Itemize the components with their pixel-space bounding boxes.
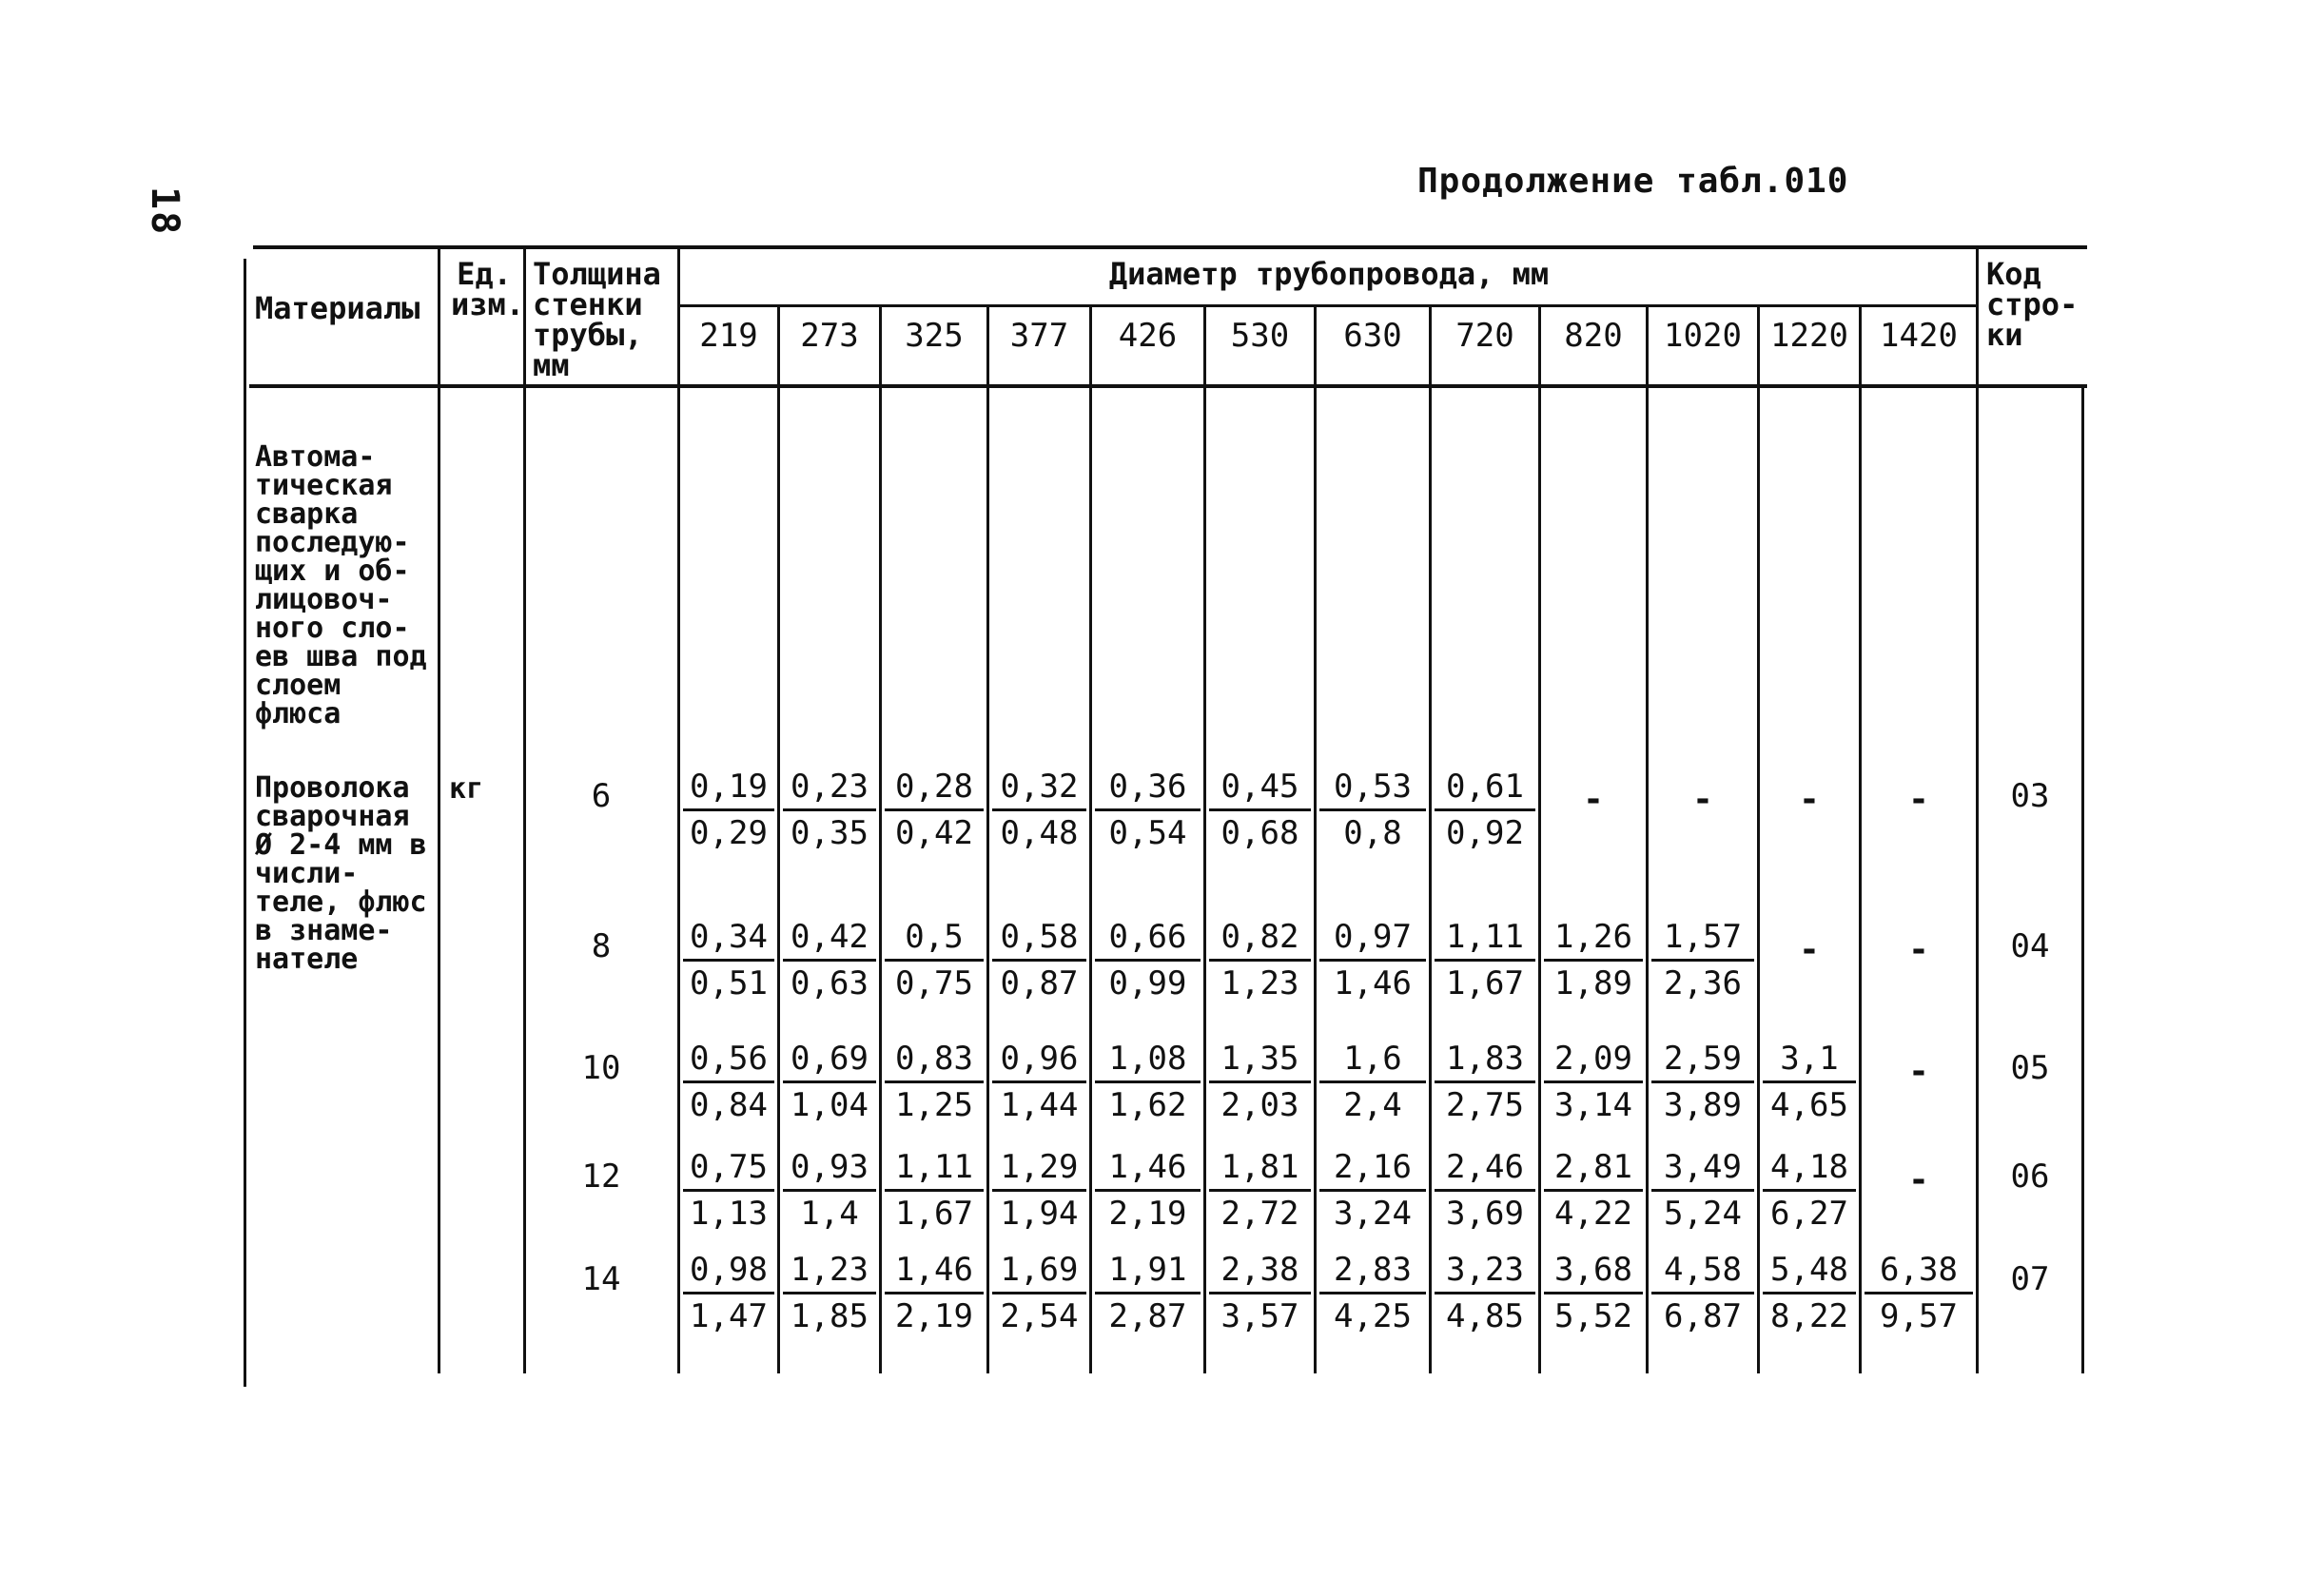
value-fraction bbox=[1209, 1040, 1311, 1124]
flux-value: 2,03 bbox=[1220, 1086, 1299, 1124]
value-fraction bbox=[1651, 1040, 1754, 1124]
wire-value: 1,81 bbox=[1209, 1151, 1311, 1192]
wire-value: 2,38 bbox=[1209, 1254, 1311, 1294]
flux-value: 2,19 bbox=[1108, 1195, 1187, 1233]
flux-value: 1,67 bbox=[895, 1195, 973, 1233]
value-fraction bbox=[1763, 1148, 1856, 1233]
flux-value: 2,54 bbox=[1000, 1297, 1079, 1335]
flux-value: 3,24 bbox=[1334, 1195, 1412, 1233]
row-code: 03 bbox=[2010, 777, 2050, 815]
value-fraction bbox=[1319, 1040, 1426, 1124]
value-fraction bbox=[1544, 1040, 1643, 1124]
wire-value: 0,23 bbox=[783, 770, 876, 811]
value-fraction bbox=[783, 918, 876, 1002]
value-fraction bbox=[1865, 1251, 1973, 1335]
flux-value: 2,87 bbox=[1108, 1297, 1187, 1335]
value-fraction bbox=[992, 1040, 1086, 1124]
wire-value: 0,32 bbox=[992, 770, 1086, 811]
col-divider-d530 bbox=[1314, 304, 1317, 1373]
wire-value: 0,19 bbox=[683, 770, 774, 811]
row-thickness: 14 bbox=[581, 1260, 621, 1298]
wire-value: 1,08 bbox=[1095, 1042, 1201, 1083]
table-top-border bbox=[253, 245, 2087, 249]
wire-value: 0,96 bbox=[992, 1042, 1086, 1083]
col-divider-d1220 bbox=[1859, 304, 1862, 1373]
row-code: 05 bbox=[2010, 1049, 2050, 1087]
wire-value: 6,38 bbox=[1865, 1254, 1973, 1294]
value-fraction bbox=[1209, 918, 1311, 1002]
wire-value: 2,83 bbox=[1319, 1254, 1426, 1294]
value-dash: - bbox=[1908, 1052, 1929, 1091]
wire-value: 1,83 bbox=[1435, 1042, 1535, 1083]
value-fraction bbox=[992, 1148, 1086, 1233]
col-divider-d273 bbox=[879, 304, 882, 1373]
value-fraction bbox=[1095, 918, 1201, 1002]
row-thickness: 10 bbox=[581, 1049, 621, 1087]
wire-value: 0,42 bbox=[783, 921, 876, 962]
value-fraction bbox=[683, 768, 774, 852]
flux-value: 0,87 bbox=[1000, 964, 1079, 1002]
flux-value: 3,69 bbox=[1446, 1195, 1524, 1233]
flux-value: 5,24 bbox=[1664, 1195, 1742, 1233]
wire-value: 0,75 bbox=[683, 1151, 774, 1192]
col-divider-thickness bbox=[677, 245, 680, 1373]
wire-value: 2,46 bbox=[1435, 1151, 1535, 1192]
flux-value: 3,14 bbox=[1554, 1086, 1632, 1124]
wire-value: 0,97 bbox=[1319, 921, 1426, 962]
flux-value: 4,65 bbox=[1770, 1086, 1848, 1124]
diameter-header: 1020 bbox=[1664, 317, 1742, 355]
diameter-header: 720 bbox=[1455, 317, 1514, 355]
value-fraction bbox=[1435, 1040, 1535, 1124]
flux-value: 3,89 bbox=[1664, 1086, 1742, 1124]
wire-value: 3,68 bbox=[1544, 1254, 1643, 1294]
value-fraction bbox=[1319, 768, 1426, 852]
flux-value: 1,89 bbox=[1554, 964, 1632, 1002]
value-dash: - bbox=[1583, 780, 1604, 819]
diameter-header: 630 bbox=[1343, 317, 1402, 355]
wire-value: 0,98 bbox=[683, 1254, 774, 1294]
value-fraction bbox=[1095, 1148, 1201, 1233]
wire-value: 1,11 bbox=[885, 1151, 984, 1192]
value-dash: - bbox=[1908, 930, 1929, 969]
flux-value: 1,44 bbox=[1000, 1086, 1079, 1124]
wire-value: 2,09 bbox=[1544, 1042, 1643, 1083]
wire-value: 1,46 bbox=[1095, 1151, 1201, 1192]
col-divider-d377 bbox=[1089, 304, 1092, 1373]
row-code: 06 bbox=[2010, 1158, 2050, 1196]
header-thickness: Толщина стенки трубы, мм bbox=[533, 256, 661, 383]
material-unit: кг bbox=[449, 772, 484, 806]
value-fraction bbox=[783, 1251, 876, 1335]
flux-value: 4,25 bbox=[1334, 1297, 1412, 1335]
section-title: Автома- тическая сварка последую- щих и об- лицовоч- ного сло- ев шва под слоем флюса bbox=[255, 440, 427, 730]
wire-value: 4,18 bbox=[1763, 1151, 1856, 1192]
wire-value: 0,36 bbox=[1095, 770, 1201, 811]
flux-value: 2,19 bbox=[895, 1297, 973, 1335]
value-fraction bbox=[885, 1251, 984, 1335]
flux-value: 1,85 bbox=[791, 1297, 869, 1335]
wire-value: 1,23 bbox=[783, 1254, 876, 1294]
value-fraction bbox=[885, 768, 984, 852]
value-fraction bbox=[783, 768, 876, 852]
diameter-subheader-line bbox=[677, 304, 1976, 307]
wire-value: 1,46 bbox=[885, 1254, 984, 1294]
flux-value: 1,04 bbox=[791, 1086, 869, 1124]
diameter-header: 1420 bbox=[1880, 317, 1958, 355]
flux-value: 1,67 bbox=[1446, 964, 1524, 1002]
row-thickness: 6 bbox=[591, 777, 612, 815]
value-fraction bbox=[1435, 1148, 1535, 1233]
value-dash: - bbox=[1692, 780, 1713, 819]
flux-value: 2,72 bbox=[1220, 1195, 1299, 1233]
value-fraction bbox=[1209, 768, 1311, 852]
value-fraction bbox=[783, 1148, 876, 1233]
diameter-header: 820 bbox=[1564, 317, 1623, 355]
continuation-label: Продолжение табл.010 bbox=[1417, 162, 1849, 201]
col-divider-d720 bbox=[1538, 304, 1541, 1373]
col-divider-d1020 bbox=[1757, 304, 1760, 1373]
flux-value: 1,94 bbox=[1000, 1195, 1079, 1233]
wire-value: 1,91 bbox=[1095, 1254, 1201, 1294]
flux-value: 4,85 bbox=[1446, 1297, 1524, 1335]
flux-value: 9,57 bbox=[1880, 1297, 1958, 1335]
value-fraction bbox=[885, 1040, 984, 1124]
value-fraction bbox=[1651, 918, 1754, 1002]
wire-value: 1,57 bbox=[1651, 921, 1754, 962]
wire-value: 3,1 bbox=[1763, 1042, 1856, 1083]
value-dash: - bbox=[1908, 780, 1929, 819]
value-fraction bbox=[1435, 1251, 1535, 1335]
value-fraction bbox=[1544, 918, 1643, 1002]
flux-value: 0,51 bbox=[690, 964, 768, 1002]
wire-value: 1,11 bbox=[1435, 921, 1535, 962]
flux-value: 1,13 bbox=[690, 1195, 768, 1233]
wire-value: 0,5 bbox=[885, 921, 984, 962]
value-dash: - bbox=[1908, 1160, 1929, 1199]
flux-value: 0,42 bbox=[895, 814, 973, 852]
value-fraction bbox=[1319, 918, 1426, 1002]
wire-value: 1,35 bbox=[1209, 1042, 1311, 1083]
flux-value: 3,57 bbox=[1220, 1297, 1299, 1335]
value-fraction bbox=[1651, 1251, 1754, 1335]
flux-value: 0,92 bbox=[1446, 814, 1524, 852]
diameter-header: 426 bbox=[1118, 317, 1178, 355]
col-divider-material bbox=[438, 245, 440, 1373]
flux-value: 0,8 bbox=[1343, 814, 1402, 852]
value-fraction bbox=[683, 1251, 774, 1335]
value-fraction bbox=[683, 1148, 774, 1233]
wire-value: 0,66 bbox=[1095, 921, 1201, 962]
flux-value: 8,22 bbox=[1770, 1297, 1848, 1335]
diameter-header: 325 bbox=[905, 317, 964, 355]
wire-value: 0,69 bbox=[783, 1042, 876, 1083]
value-fraction bbox=[885, 918, 984, 1002]
value-fraction bbox=[1544, 1148, 1643, 1233]
col-divider-d630 bbox=[1429, 304, 1432, 1373]
header-unit: Ед. изм. bbox=[451, 256, 525, 322]
value-dash: - bbox=[1799, 930, 1820, 969]
row-thickness: 8 bbox=[591, 927, 612, 965]
header-diameter: Диаметр трубопровода, мм bbox=[1108, 256, 1550, 292]
flux-value: 1,23 bbox=[1220, 964, 1299, 1002]
wire-value: 0,56 bbox=[683, 1042, 774, 1083]
wire-value: 1,26 bbox=[1544, 921, 1643, 962]
flux-value: 1,62 bbox=[1108, 1086, 1187, 1124]
value-fraction bbox=[783, 1040, 876, 1124]
flux-value: 2,36 bbox=[1664, 964, 1742, 1002]
value-fraction bbox=[1209, 1251, 1311, 1335]
wire-value: 1,6 bbox=[1319, 1042, 1426, 1083]
flux-value: 1,47 bbox=[690, 1297, 768, 1335]
wire-value: 0,58 bbox=[992, 921, 1086, 962]
value-dash: - bbox=[1799, 780, 1820, 819]
col-divider-d426 bbox=[1203, 304, 1206, 1373]
flux-value: 6,87 bbox=[1664, 1297, 1742, 1335]
flux-value: 0,54 bbox=[1108, 814, 1187, 852]
flux-value: 5,52 bbox=[1554, 1297, 1632, 1335]
diameter-header: 1220 bbox=[1770, 317, 1848, 355]
wire-value: 2,16 bbox=[1319, 1151, 1426, 1192]
table-right-border bbox=[2081, 388, 2084, 1373]
flux-value: 0,84 bbox=[690, 1086, 768, 1124]
value-fraction bbox=[992, 1251, 1086, 1335]
value-fraction bbox=[1435, 768, 1535, 852]
flux-value: 1,25 bbox=[895, 1086, 973, 1124]
flux-value: 0,63 bbox=[791, 964, 869, 1002]
value-fraction bbox=[1763, 1040, 1856, 1124]
row-code: 07 bbox=[2010, 1260, 2050, 1298]
wire-value: 0,83 bbox=[885, 1042, 984, 1083]
value-fraction bbox=[1763, 1251, 1856, 1335]
header-code: Код стро- ки bbox=[1986, 256, 2079, 353]
flux-value: 0,99 bbox=[1108, 964, 1187, 1002]
wire-value: 0,45 bbox=[1209, 770, 1311, 811]
header-material: Материалы bbox=[255, 290, 420, 326]
value-fraction bbox=[1209, 1148, 1311, 1233]
value-fraction bbox=[1095, 768, 1201, 852]
flux-value: 6,27 bbox=[1770, 1195, 1848, 1233]
flux-value: 0,29 bbox=[690, 814, 768, 852]
wire-value: 5,48 bbox=[1763, 1254, 1856, 1294]
material-name: Проволока сварочная Ø 2-4 мм в числи- теле, флюс в знаме- нателе bbox=[255, 771, 427, 976]
flux-value: 4,22 bbox=[1554, 1195, 1632, 1233]
col-divider-d820 bbox=[1646, 304, 1649, 1373]
diameter-header: 219 bbox=[699, 317, 758, 355]
value-fraction bbox=[1095, 1040, 1201, 1124]
wire-value: 4,58 bbox=[1651, 1254, 1754, 1294]
col-divider-d325 bbox=[986, 304, 989, 1373]
norms-table bbox=[240, 245, 2087, 1387]
table-left-border bbox=[244, 259, 246, 1387]
value-fraction bbox=[992, 768, 1086, 852]
wire-value: 0,93 bbox=[783, 1151, 876, 1192]
wire-value: 0,28 bbox=[885, 770, 984, 811]
col-divider-d219 bbox=[777, 304, 780, 1373]
wire-value: 3,23 bbox=[1435, 1254, 1535, 1294]
page-number: 18 bbox=[143, 186, 186, 237]
row-thickness: 12 bbox=[581, 1158, 621, 1196]
row-code: 04 bbox=[2010, 927, 2050, 965]
flux-value: 1,46 bbox=[1334, 964, 1412, 1002]
flux-value: 0,75 bbox=[895, 964, 973, 1002]
diameter-header: 377 bbox=[1009, 317, 1069, 355]
value-fraction bbox=[992, 918, 1086, 1002]
value-fraction bbox=[683, 918, 774, 1002]
diameter-header: 530 bbox=[1230, 317, 1290, 355]
wire-value: 0,34 bbox=[683, 921, 774, 962]
wire-value: 2,81 bbox=[1544, 1151, 1643, 1192]
flux-value: 2,75 bbox=[1446, 1086, 1524, 1124]
wire-value: 0,53 bbox=[1319, 770, 1426, 811]
wire-value: 2,59 bbox=[1651, 1042, 1754, 1083]
flux-value: 0,48 bbox=[1000, 814, 1079, 852]
wire-value: 3,49 bbox=[1651, 1151, 1754, 1192]
value-fraction bbox=[1095, 1251, 1201, 1335]
wire-value: 0,82 bbox=[1209, 921, 1311, 962]
diameter-header: 273 bbox=[800, 317, 859, 355]
value-fraction bbox=[885, 1148, 984, 1233]
value-fraction bbox=[1544, 1251, 1643, 1335]
value-fraction bbox=[1319, 1148, 1426, 1233]
flux-value: 1,4 bbox=[800, 1195, 859, 1233]
flux-value: 0,35 bbox=[791, 814, 869, 852]
wire-value: 1,69 bbox=[992, 1254, 1086, 1294]
value-fraction bbox=[683, 1040, 774, 1124]
value-fraction bbox=[1435, 918, 1535, 1002]
value-fraction bbox=[1319, 1251, 1426, 1335]
value-fraction bbox=[1651, 1148, 1754, 1233]
flux-value: 0,68 bbox=[1220, 814, 1299, 852]
flux-value: 2,4 bbox=[1343, 1086, 1402, 1124]
wire-value: 0,61 bbox=[1435, 770, 1535, 811]
wire-value: 1,29 bbox=[992, 1151, 1086, 1192]
